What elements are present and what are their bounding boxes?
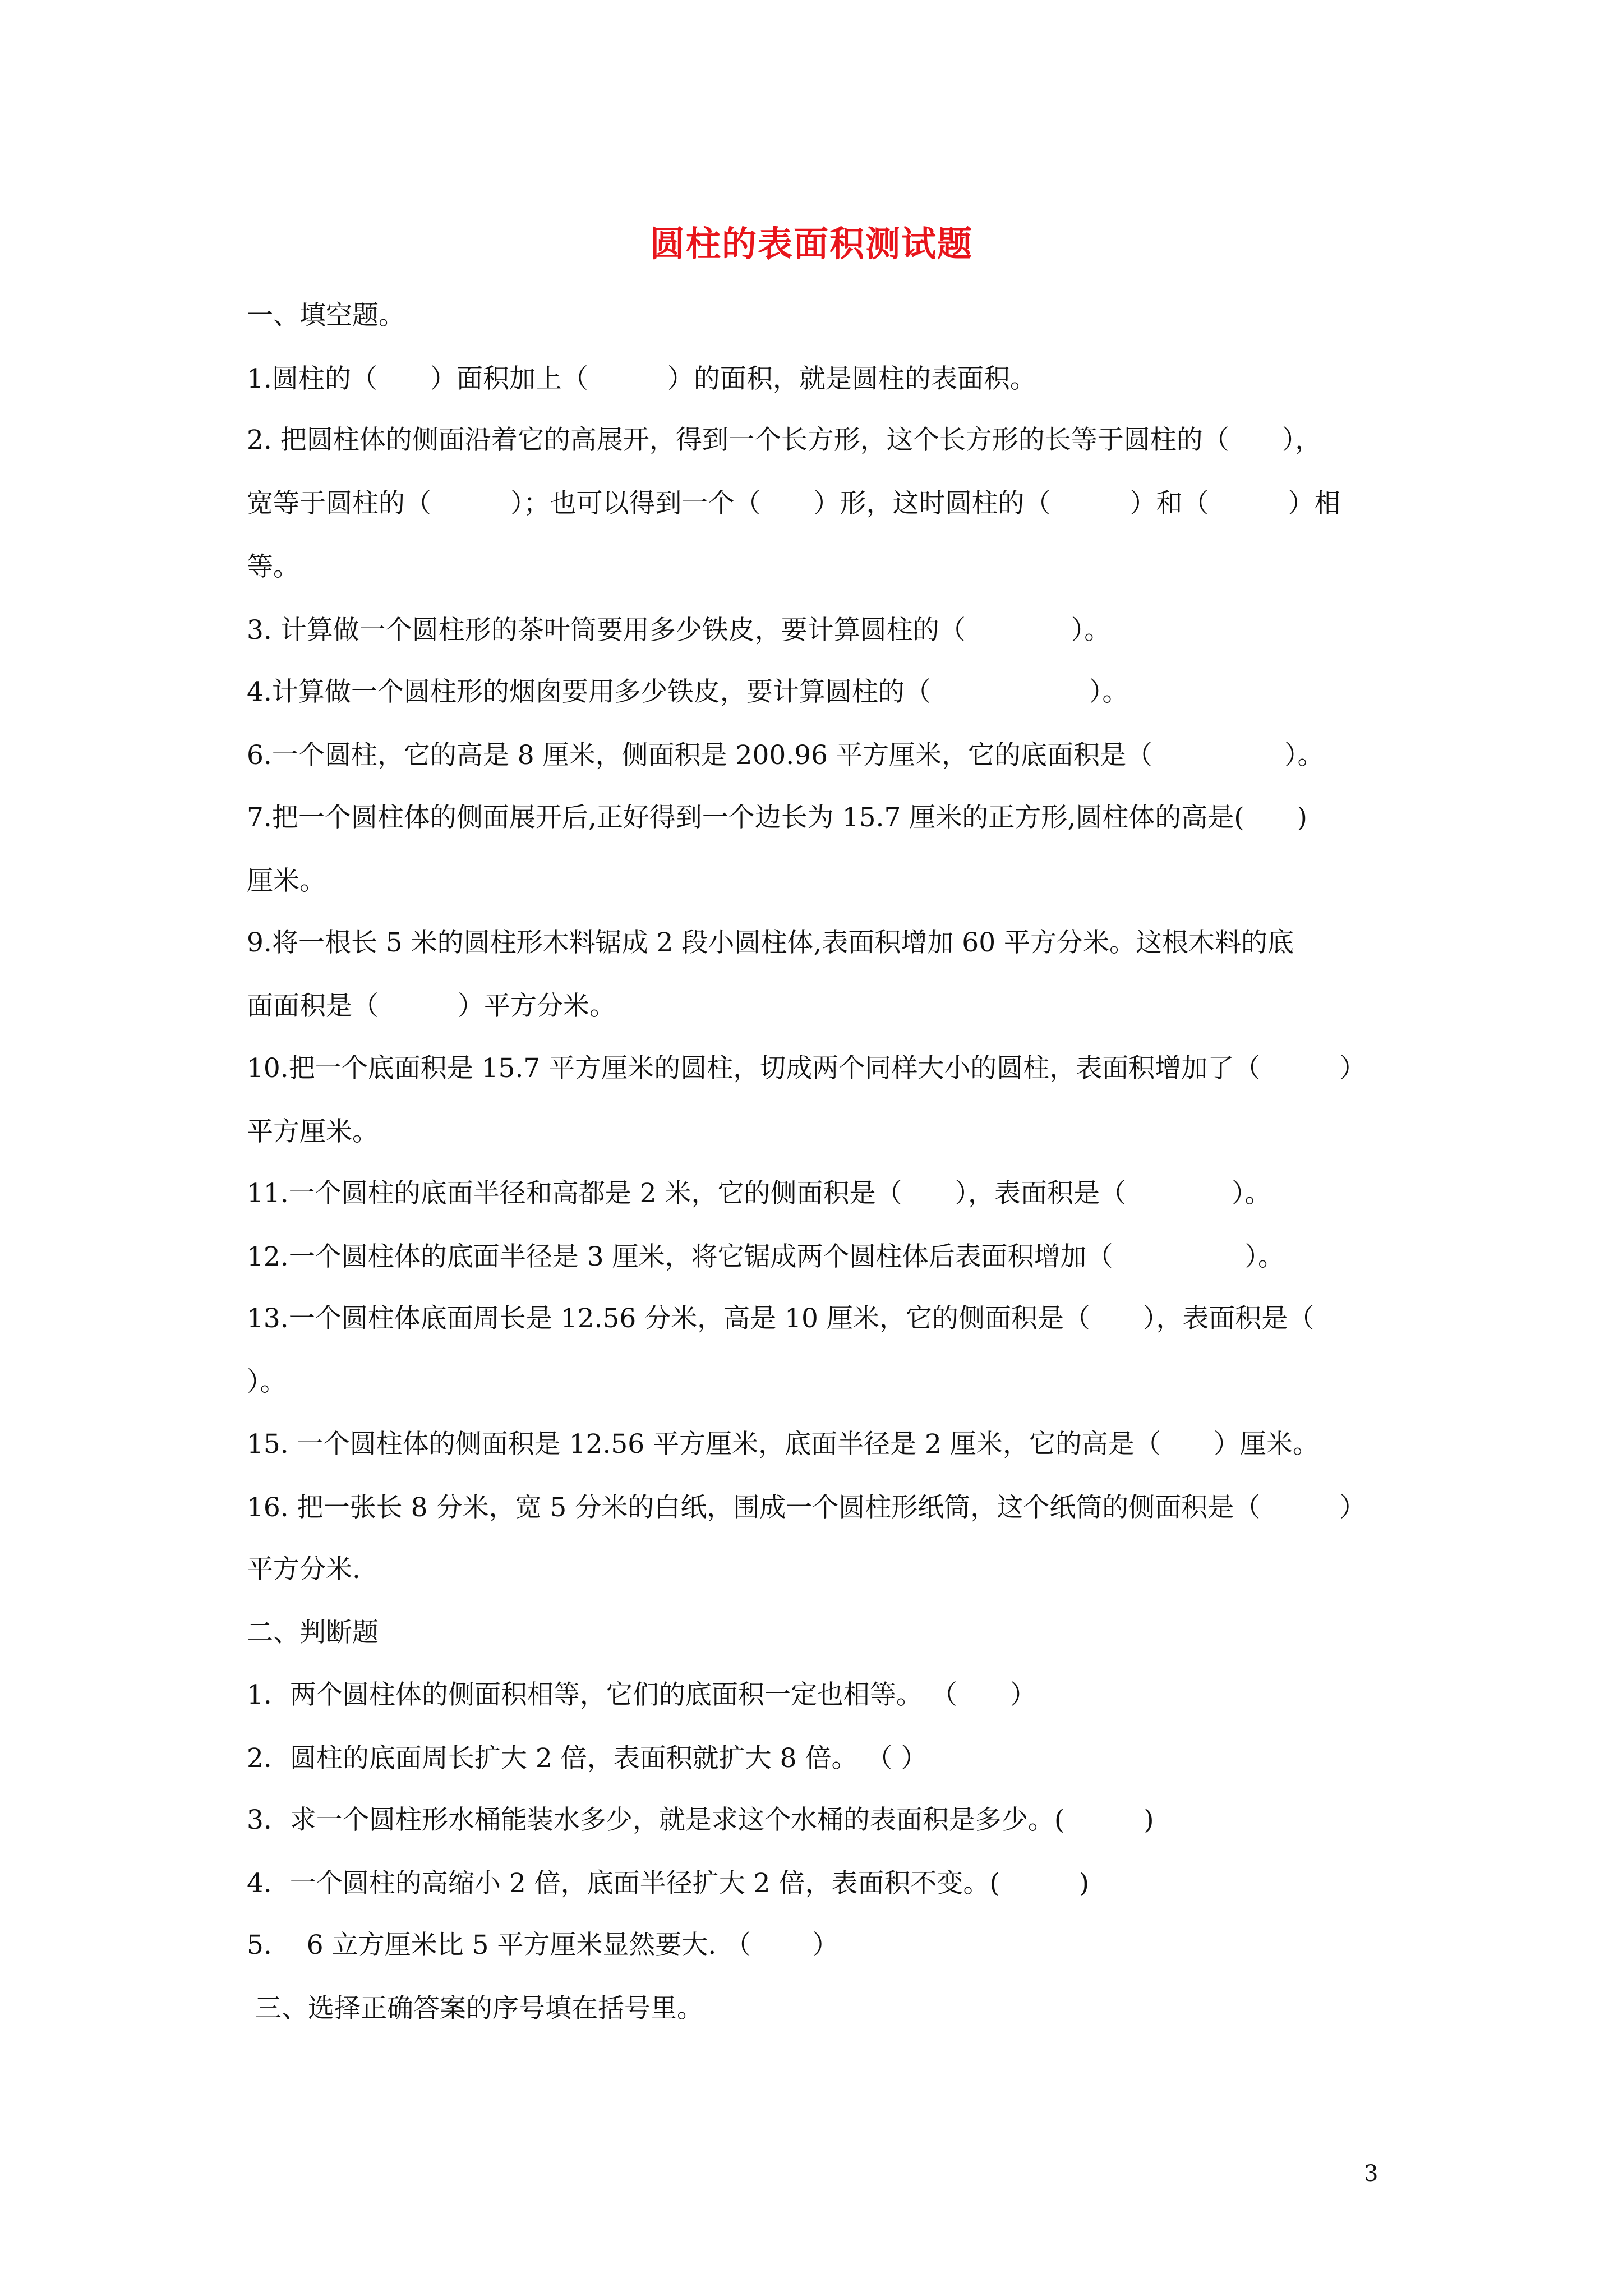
question-line: 11.一个圆柱的底面半径和高都是 2 米，它的侧面积是（ ），表面积是（ ）。 — [247, 1178, 1271, 1209]
question-line: 平方厘米。 — [247, 1116, 379, 1147]
question-line: 5. 6 立方厘米比 5 平方厘米显然要大. （ ） — [247, 1930, 839, 1961]
question-line: 3. 计算做一个圆柱形的茶叶筒要用多少铁皮，要计算圆柱的（ ）。 — [247, 615, 1111, 646]
page-title: 圆柱的表面积测试题 — [649, 223, 973, 264]
question-line: 10.把一个底面积是 15.7 平方厘米的圆柱，切成两个同样大小的圆柱，表面积增加了（ ） — [247, 1053, 1366, 1084]
question-line: 宽等于圆柱的（ ）；也可以得到一个（ ）形，这时圆柱的（ ）和（ ）相 — [247, 488, 1341, 519]
question-line: 15. 一个圆柱体的侧面积是 12.56 平方厘米，底面半径是 2 厘米，它的高是（ ）厘米。 — [247, 1429, 1319, 1460]
question-line: 13.一个圆柱体底面周长是 12.56 分米，高是 10 厘米，它的侧面积是（ ），表面积是（ — [247, 1303, 1315, 1334]
question-line: 4．一个圆柱的高缩小 2 倍，底面半径扩大 2 倍，表面积不变。( ) — [247, 1868, 1090, 1899]
question-line: 4.计算做一个圆柱形的烟囱要用多少铁皮，要计算圆柱的（ ）。 — [247, 677, 1129, 707]
section-heading-fill-in: 一、填空题。 — [247, 300, 405, 331]
question-line: 6.一个圆柱，它的高是 8 厘米，侧面积是 200.96 平方厘米，它的底面积是（ ）。 — [247, 740, 1324, 771]
question-line: 2. 把圆柱体的侧面沿着它的高展开，得到一个长方形，这个长方形的长等于圆柱的（ ）， — [247, 425, 1322, 455]
question-line: 1．两个圆柱体的侧面积相等，它们的底面积一定也相等。 （ ） — [247, 1680, 1036, 1710]
question-line: ）。 — [247, 1366, 287, 1397]
section-heading-true-false: 二、判断题 — [247, 1617, 379, 1648]
question-line: 1.圆柱的（ ）面积加上（ ）的面积，就是圆柱的表面积。 — [247, 364, 1036, 394]
question-line: 7.把一个圆柱体的侧面展开后,正好得到一个边长为 15.7 厘米的正方形,圆柱体的高是( ) — [247, 802, 1307, 833]
question-line: 平方分米. — [247, 1554, 361, 1585]
section-heading-multiple-choice: 三、选择正确答案的序号填在括号里。 — [247, 1993, 703, 2024]
question-line: 16. 把一张长 8 分米，宽 5 分米的白纸，围成一个圆柱形纸筒，这个纸筒的侧面积是（ ） — [247, 1492, 1366, 1523]
question-line: 9.将一根长 5 米的圆柱形木料锯成 2 段小圆柱体,表面积增加 60 平方分米。这根木料的底 — [247, 927, 1294, 958]
question-line: 2．圆柱的底面周长扩大 2 倍，表面积就扩大 8 倍。 （ ） — [247, 1743, 928, 1774]
question-line: 3．求一个圆柱形水桶能装水多少，就是求这个水桶的表面积是多少。( ) — [247, 1805, 1154, 1835]
question-line: 等。 — [247, 551, 299, 582]
question-line: 面面积是（ ）平方分米。 — [247, 991, 616, 1022]
question-line: 12.一个圆柱体的底面半径是 3 厘米，将它锯成两个圆柱体后表面积增加（ ）。 — [247, 1241, 1285, 1272]
page-number: 3 — [1364, 2161, 1378, 2187]
question-line: 厘米。 — [247, 866, 326, 896]
